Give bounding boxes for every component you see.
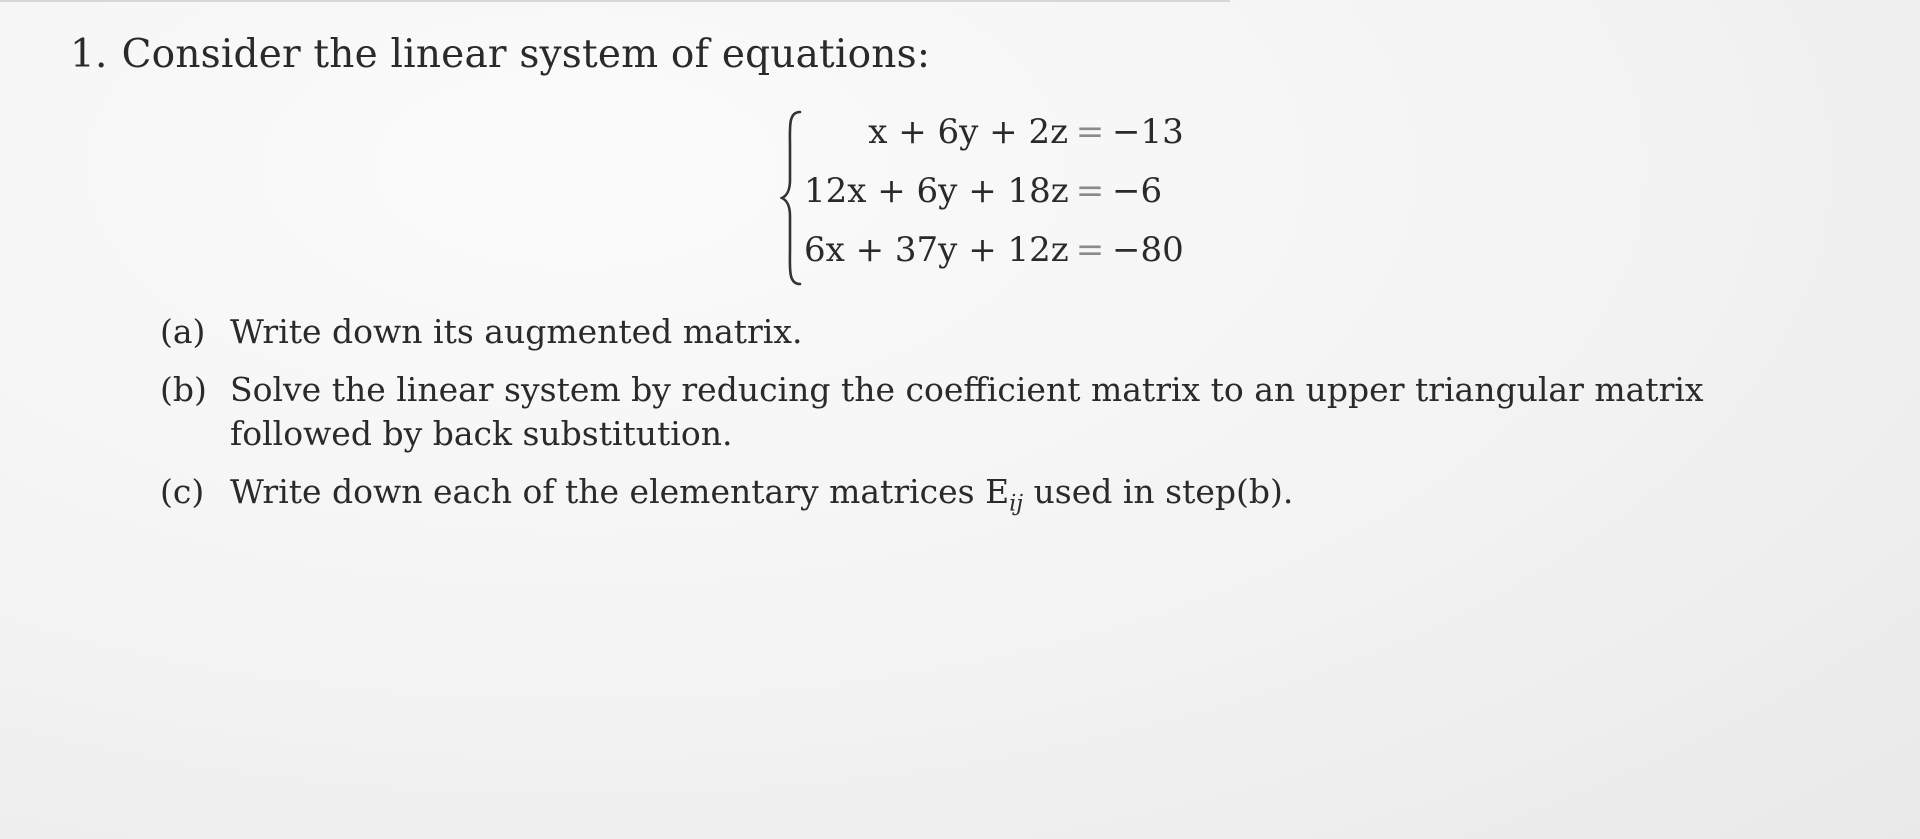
equation-lhs: x + 6y + 2z — [868, 112, 1068, 152]
equation-row-1 — [804, 112, 1184, 162]
part-c — [160, 470, 1800, 527]
part-subscript: ij — [1009, 491, 1024, 517]
equation-rhs: −6 — [1112, 171, 1163, 211]
equation-lhs: 6x + 37y + 12z — [804, 230, 1069, 270]
left-brace — [780, 108, 804, 288]
equation-rhs: −13 — [1112, 112, 1184, 152]
equals-sign: = — [1075, 230, 1105, 270]
part-label: (a) — [160, 312, 206, 351]
equation-lhs: 12x + 6y + 18z — [804, 171, 1069, 211]
part-text: Write down each of the elementary matrices E — [230, 472, 1010, 511]
part-text: Write down its augmented matrix. — [230, 312, 803, 351]
equals-sign: = — [1075, 112, 1105, 152]
equation-rhs: −80 — [1112, 230, 1184, 270]
equation-system — [780, 108, 1184, 288]
top-rule — [0, 0, 1230, 2]
part-b — [160, 368, 1800, 456]
part-label: (c) — [160, 472, 205, 511]
part-text-after: used in step(b). — [1023, 472, 1294, 511]
part-text: Solve the linear system by reducing the coefficient matrix to an upper triangular matrix followed by back substitution. — [230, 370, 1704, 453]
equation-row-2 — [804, 171, 1162, 221]
question-heading — [70, 32, 930, 77]
equals-sign: = — [1075, 171, 1105, 211]
equation-row-3 — [804, 230, 1184, 280]
question-number: 1. — [70, 32, 108, 77]
question-parts — [160, 310, 1800, 541]
question-prompt: Consider the linear system of equations: — [121, 32, 931, 77]
part-a — [160, 310, 1800, 354]
part-label: (b) — [160, 370, 207, 409]
